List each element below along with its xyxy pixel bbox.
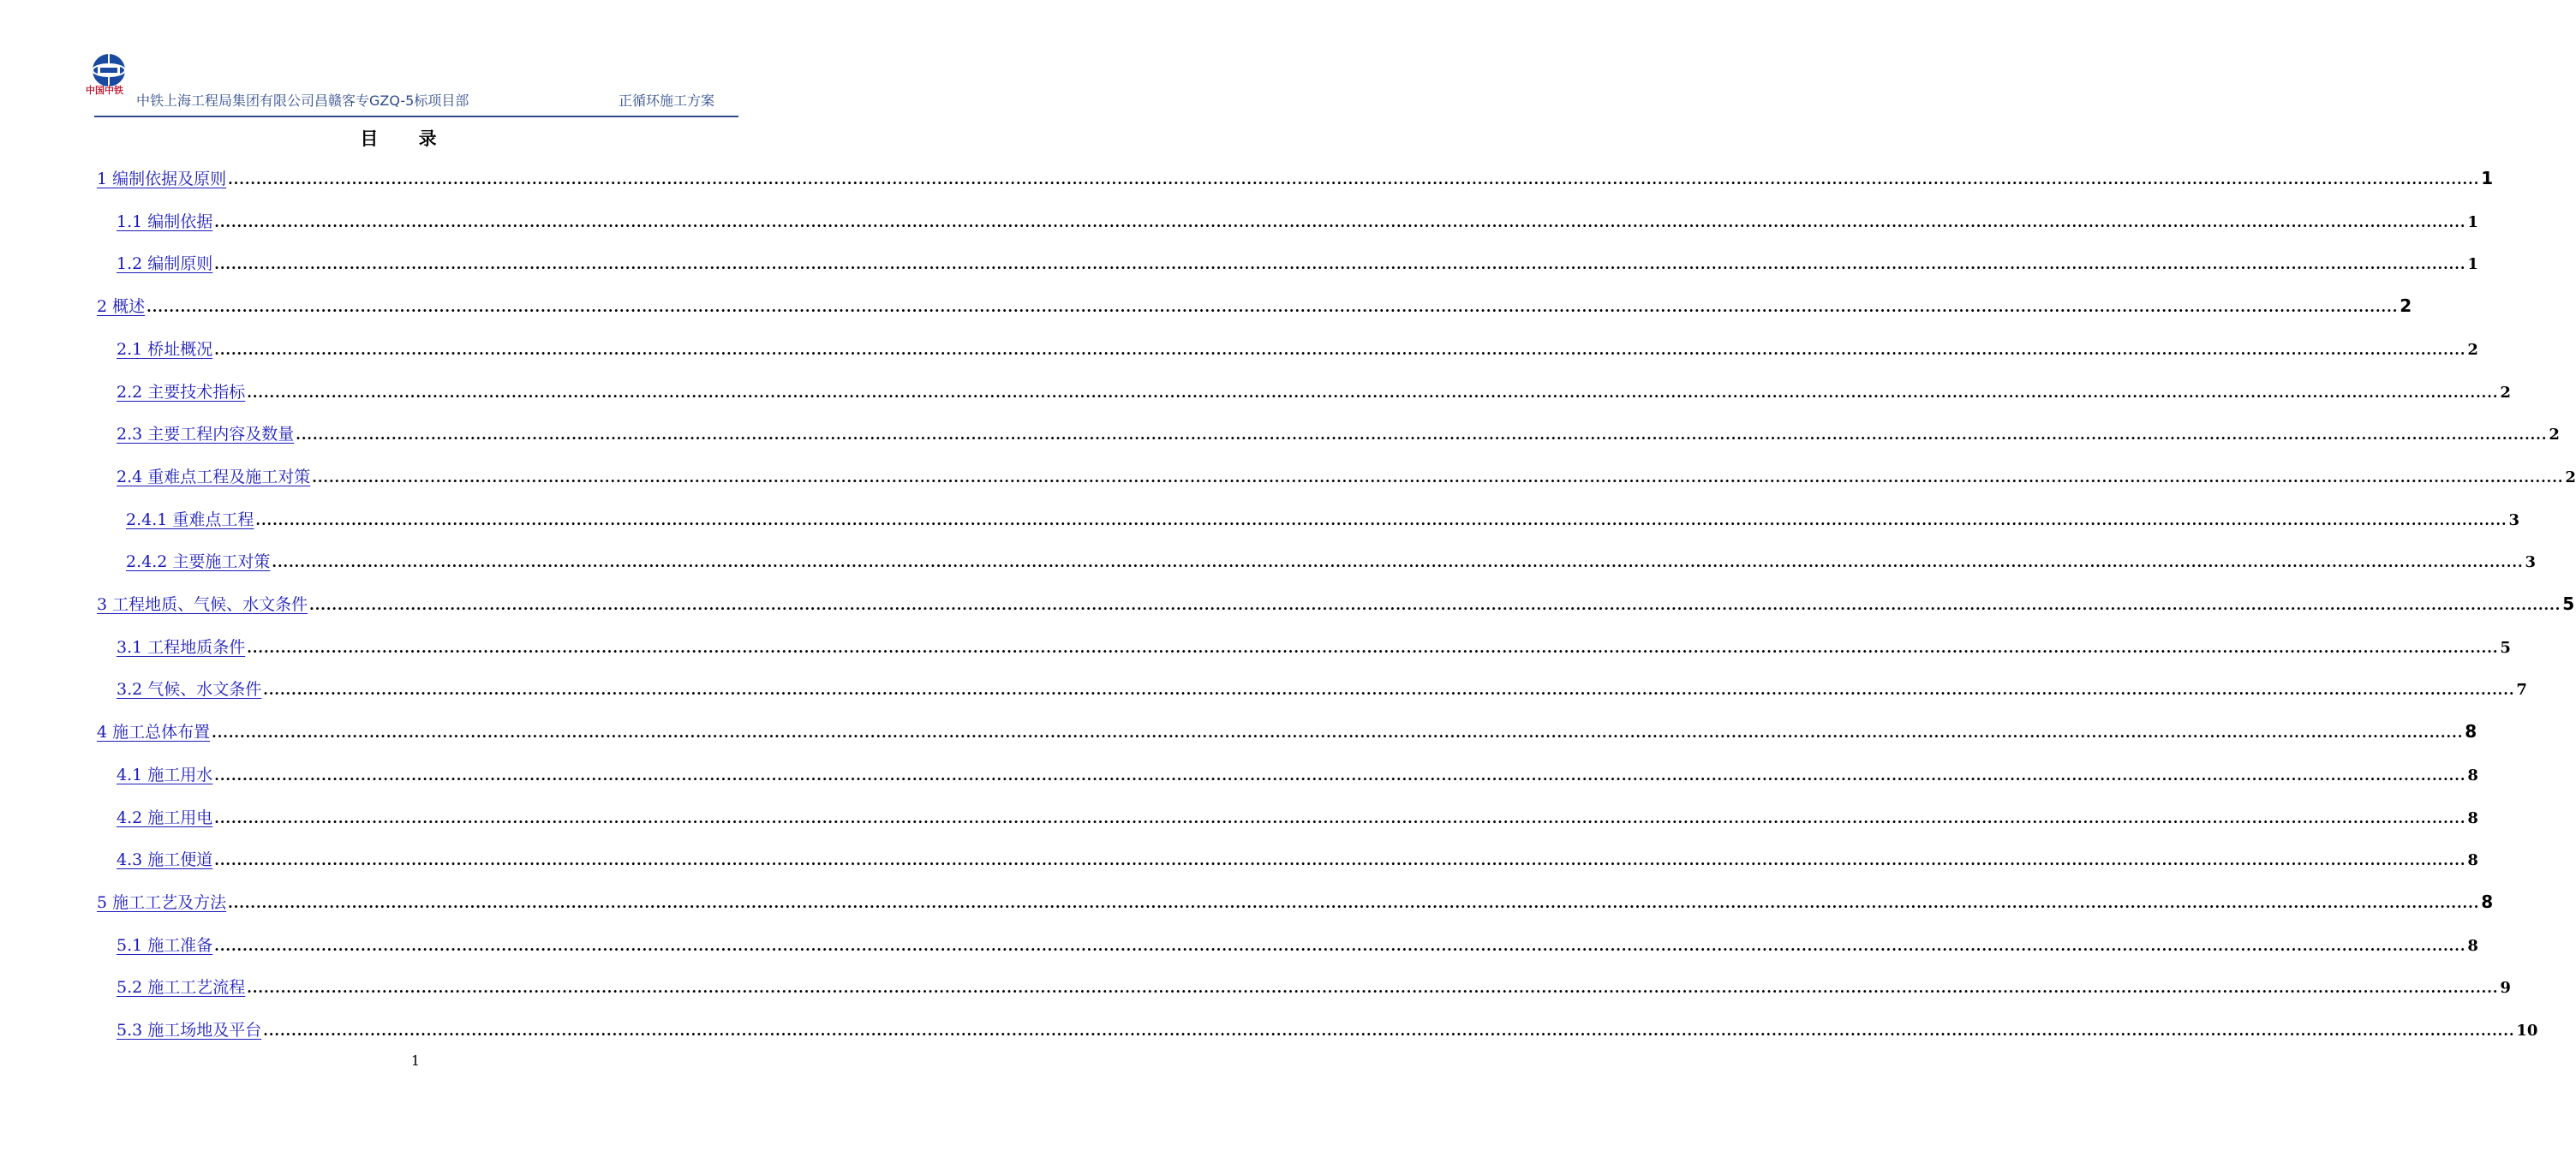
toc-entry-page: 5 [2562,593,2575,614]
toc-entry-label[interactable]: 2.3 主要工程内容及数量 [117,425,295,444]
toc-leader-dots: ................................................................................................................................................................................................................................................................................................................................................................................................................ [146,299,2399,316]
toc-entry[interactable] [117,251,2478,277]
toc-entry[interactable] [97,719,2477,745]
toc-leader-dots: ................................................................................................................................................................................................................................................................................................................................................................................................................ [263,1023,2515,1039]
toc-entry-label[interactable]: 3.1 工程地质条件 [117,637,246,657]
toc-entry-page: 2 [2467,340,2478,359]
toc-entry-page: 1 [2467,255,2478,274]
toc-entry-page: 8 [2467,808,2478,827]
toc-entry-label[interactable]: 5.3 施工场地及平台 [117,1021,262,1040]
toc-entry[interactable] [117,762,2478,788]
toc-entry-page: 2 [2549,426,2560,444]
page-number: 1 [410,1053,421,1069]
toc-entry[interactable] [126,507,2520,533]
toc-entry-label[interactable]: 1.1 编制依据 [117,212,213,231]
toc-entry-page: 7 [2516,681,2527,700]
toc-entry-label[interactable]: 2.4 重难点工程及施工对策 [117,467,311,486]
toc-entry-page: 8 [2467,851,2478,870]
toc-leader-dots: ................................................................................................................................................................................................................................................................................................................................................................................................................ [214,809,2466,826]
toc-entry-page: 1 [2467,212,2478,231]
toc-leader-dots: ................................................................................................................................................................................................................................................................................................................................................................................................................ [214,766,2466,784]
toc-entry-page: 8 [2481,891,2494,912]
toc-entry[interactable] [117,464,2576,490]
toc-entry-label[interactable]: 1 编制依据及原则 [97,170,227,188]
toc-entry-label[interactable]: 2.4.2 主要施工对策 [126,552,271,572]
toc-leader-dots: ................................................................................................................................................................................................................................................................................................................................................................................................................ [272,554,2524,571]
toc-leader-dots: ................................................................................................................................................................................................................................................................................................................................................................................................................ [255,511,2507,528]
toc-entry-page: 2 [2565,468,2576,486]
toc-entry-page: 2 [2500,383,2511,402]
toc-entry[interactable] [117,635,2511,660]
toc-entry-label[interactable]: 2.1 桥址概况 [117,339,213,359]
toc-leader-dots: ................................................................................................................................................................................................................................................................................................................................................................................................................ [312,468,2564,486]
toc-entry-page: 1 [2481,168,2494,188]
toc-entry[interactable] [117,847,2478,873]
toc-entry[interactable] [117,933,2478,958]
toc-entry-page: 8 [2467,766,2478,784]
toc-leader-dots: ................................................................................................................................................................................................................................................................................................................................................................................................................ [214,937,2466,954]
toc-leader-dots: ................................................................................................................................................................................................................................................................................................................................................................................................................ [214,852,2466,869]
toc-leader-dots: ................................................................................................................................................................................................................................................................................................................................................................................................................ [247,639,2499,656]
toc-entry-page: 3 [2508,510,2520,529]
toc-leader-dots: ................................................................................................................................................................................................................................................................................................................................................................................................................ [263,682,2515,699]
header-rule [94,116,738,117]
toc-entry-page: 3 [2525,553,2537,572]
toc-entry[interactable] [117,1017,2538,1043]
header-doc-title: 正循环施工方案 [619,92,715,109]
toc-leader-dots: ................................................................................................................................................................................................................................................................................................................................................................................................................ [247,384,2499,401]
toc-entry-page: 10 [2516,1022,2538,1040]
header-company: 中铁上海工程局集团有限公司昌赣客专GZQ-5标项目部 [136,92,469,109]
toc-entry-label[interactable]: 5.2 施工工艺流程 [117,978,246,998]
toc-entry-label[interactable]: 4.3 施工便道 [117,850,213,870]
toc-entry-label[interactable]: 5.1 施工准备 [117,935,213,955]
toc-entry-page: 2 [2400,295,2412,317]
toc-leader-dots: ................................................................................................................................................................................................................................................................................................................................................................................................................ [214,256,2466,273]
toc-entry-page: 5 [2500,638,2511,657]
toc-entry-label[interactable]: 3.2 气候、水文条件 [117,680,262,700]
toc-leader-dots: ................................................................................................................................................................................................................................................................................................................................................................................................................ [212,725,2464,742]
toc-entry-label[interactable]: 1.2 编制原则 [117,254,213,274]
page-title: 目 录 [360,128,454,149]
toc-leader-dots: ................................................................................................................................................................................................................................................................................................................................................................................................................ [228,894,2480,911]
toc-entry-label[interactable]: 3 工程地质、气候、水文条件 [97,595,308,614]
toc-entry-page: 8 [2467,936,2478,955]
toc-entry-label[interactable]: 2 概述 [97,297,146,317]
toc-entry[interactable] [117,379,2511,405]
toc-entry[interactable] [97,592,2575,617]
toc-leader-dots: ................................................................................................................................................................................................................................................................................................................................................................................................................ [296,426,2548,444]
toc-leader-dots: ................................................................................................................................................................................................................................................................................................................................................................................................................ [214,213,2466,230]
toc-entry[interactable] [117,337,2478,362]
toc-entry[interactable] [117,421,2560,447]
toc-entry-page: 8 [2465,721,2477,742]
toc-entry-label[interactable]: 4.2 施工用电 [117,808,213,827]
toc-leader-dots: ................................................................................................................................................................................................................................................................................................................................................................................................................ [214,341,2466,358]
toc-entry-page: 9 [2500,979,2511,998]
toc-entry-label[interactable]: 5 施工工艺及方法 [97,892,227,912]
toc-entry[interactable] [97,166,2494,192]
toc-entry[interactable] [117,209,2478,235]
toc-entry[interactable] [126,549,2537,575]
toc-entry-label[interactable]: 4.1 施工用水 [117,765,213,784]
toc-entry[interactable] [117,677,2527,702]
toc-entry[interactable] [117,975,2511,1000]
toc-entry-label[interactable]: 2.4.1 重难点工程 [126,510,254,529]
logo-text: 中国中铁 [86,85,123,96]
toc-leader-dots: ................................................................................................................................................................................................................................................................................................................................................................................................................ [228,171,2480,188]
toc-leader-dots: ................................................................................................................................................................................................................................................................................................................................................................................................................ [309,597,2561,613]
toc-entry[interactable] [117,805,2478,831]
toc-entry[interactable] [97,294,2412,319]
toc-entry[interactable] [97,890,2494,915]
toc-entry-label[interactable]: 4 施工总体布置 [97,723,211,742]
toc-entry-label[interactable]: 2.2 主要技术指标 [117,382,246,402]
toc-leader-dots: ................................................................................................................................................................................................................................................................................................................................................................................................................ [247,980,2499,997]
